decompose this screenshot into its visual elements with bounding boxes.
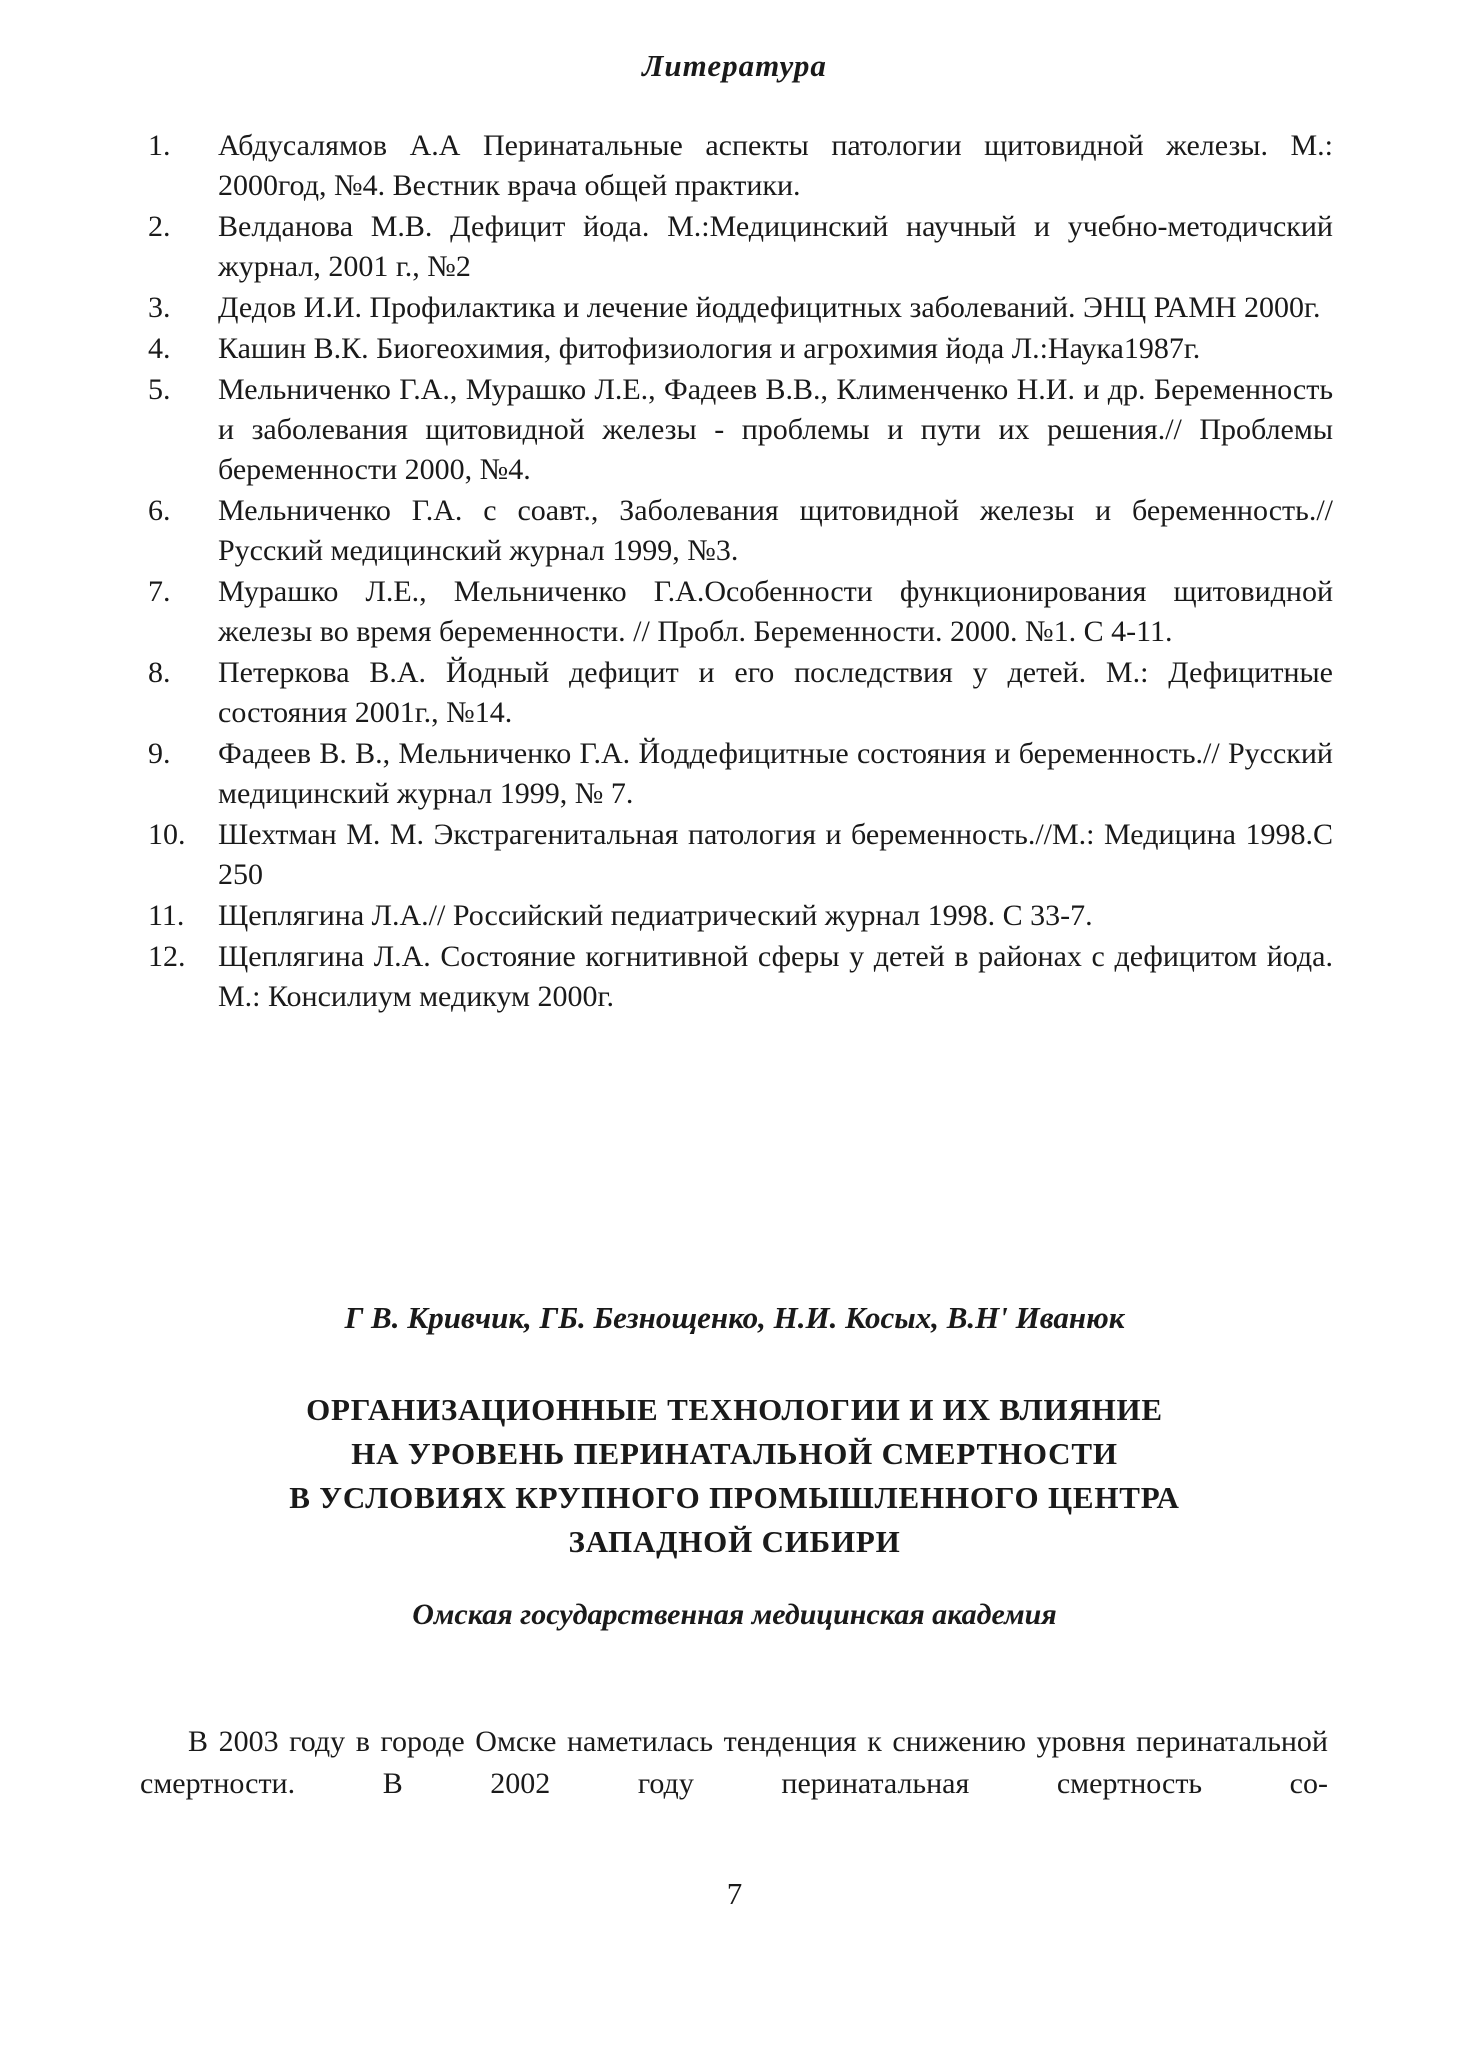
reference-number: 1. (148, 129, 171, 162)
article-authors: Г В. Кривчик, ГБ. Безнощенко, Н.И. Косых, В.Н' Иванюк (344, 1300, 1125, 1335)
reference-number: 3. (148, 291, 171, 324)
reference-number: 9. (148, 737, 171, 770)
article-title-line: ЗАПАДНОЙ СИБИРИ (568, 1524, 901, 1559)
reference-number: 5. (148, 373, 171, 406)
reference-item (148, 491, 1333, 571)
reference-item (148, 572, 1333, 652)
reference-text: Велданова М.В. Дефицит йода. М.:Медицинский научный и учебно-методичский журнал, 2001 г., №2 (218, 210, 1333, 283)
reference-number: 11. (148, 899, 185, 932)
reference-number: 7. (148, 575, 171, 608)
reference-item (148, 288, 1333, 328)
reference-text: Абдусалямов А.А Перинатальные аспекты патологии щитовидной железы. М.: 2000год, №4. Вестник врача общей практики. (218, 129, 1333, 202)
reference-text: Кашин В.К. Биогеохимия, фитофизиология и агрохимия йода Л.:Наука1987г. (218, 332, 1201, 365)
article-title-line: ОРГАНИЗАЦИОННЫЕ ТЕХНОЛОГИИ И ИХ ВЛИЯНИЕ (306, 1392, 1163, 1427)
reference-item (148, 207, 1333, 287)
reference-text: Шехтман М. М. Экстрагенитальная патология и беременность.//М.: Медицина 1998.С 250 (218, 818, 1333, 891)
body-paragraph: В 2003 году в городе Омске наметилась тенденция к снижению уровня перинатальной смертности. В 2002 году перинатальная смертность со- (140, 1725, 1328, 1800)
reference-text: Мельниченко Г.А., Мурашко Л.Е., Фадеев В.В., Клименченко Н.И. и др. Беременность и заболевания щитовидной железы - проблемы и пути их решения.// Проблемы беременности 2000, №4. (218, 373, 1333, 486)
reference-text: Щеплягина Л.А.// Российский педиатрический журнал 1998. С 33-7. (218, 899, 1093, 932)
reference-item (148, 896, 1333, 936)
article-title-line: В УСЛОВИЯХ КРУПНОГО ПРОМЫШЛЕННОГО ЦЕНТРА (289, 1480, 1180, 1515)
reference-text: Дедов И.И. Профилактика и лечение йоддефицитных заболеваний. ЭНЦ РАМН 2000г. (218, 291, 1321, 324)
article-title-line: НА УРОВЕНЬ ПЕРИНАТАЛЬНОЙ СМЕРТНОСТИ (351, 1436, 1118, 1471)
reference-number: 6. (148, 494, 171, 527)
references-heading: Литература (642, 48, 827, 83)
reference-item (148, 126, 1333, 206)
reference-number: 10. (148, 818, 186, 851)
reference-item (148, 734, 1333, 814)
reference-number: 2. (148, 210, 171, 243)
reference-item (148, 653, 1333, 733)
article-affiliation: Омская государственная медицинская академия (412, 1598, 1057, 1631)
reference-text: Фадеев В. В., Мельниченко Г.А. Йоддефицитные состояния и беременность.// Русский медицинский журнал 1999, № 7. (218, 737, 1333, 810)
reference-text: Щеплягина Л.А. Состояние когнитивной сферы у детей в районах с дефицитом йода. М.: Консилиум медикум 2000г. (218, 940, 1333, 1013)
reference-number: 4. (148, 332, 171, 365)
reference-number: 8. (148, 656, 171, 689)
reference-text: Мельниченко Г.А. с соавт., Заболевания щитовидной железы и беременность.// Русский медицинский журнал 1999, №3. (218, 494, 1333, 567)
reference-item (148, 370, 1333, 490)
reference-number: 12. (148, 940, 186, 973)
reference-item (148, 815, 1333, 895)
article-title (0, 1388, 1469, 1564)
reference-list (148, 126, 1333, 1018)
reference-item (148, 329, 1333, 369)
reference-text: Мурашко Л.Е., Мельниченко Г.А.Особенности функционирования щитовидной железы во время беременности. // Пробл. Беременности. 2000. №1. С 4-11. (218, 575, 1333, 648)
page-number: 7 (726, 1876, 743, 1911)
reference-item (148, 937, 1333, 1017)
reference-text: Петеркова В.А. Йодный дефицит и его последствия у детей. М.: Дефицитные состояния 2001г., №14. (218, 656, 1333, 729)
